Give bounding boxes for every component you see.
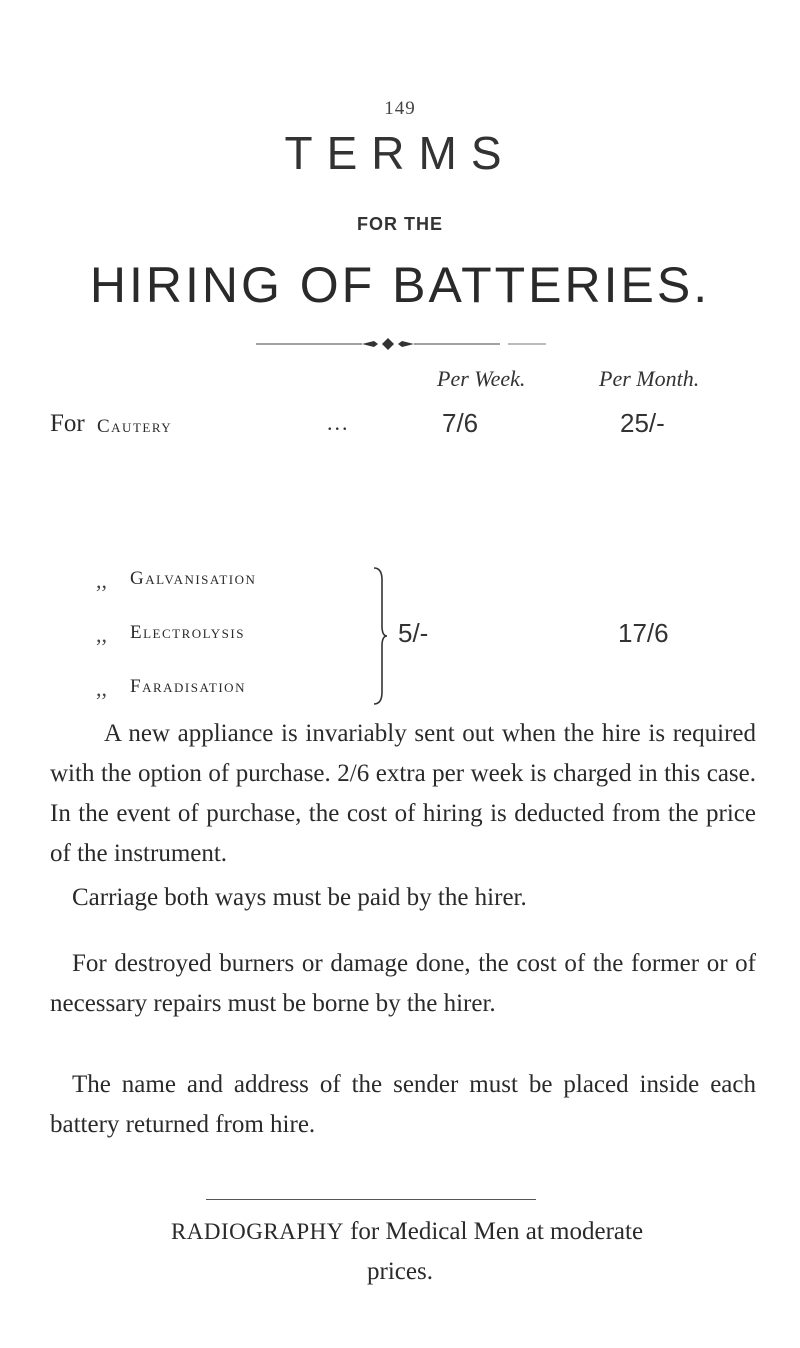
row-prefix-for: For xyxy=(50,410,85,437)
paragraph-damage: For destroyed burners or damage done, the cost of the former or of necessary repairs must be borne by the hirer. xyxy=(50,950,756,1017)
radiography-line xyxy=(0,1212,800,1252)
ornamental-divider xyxy=(256,336,546,352)
leader-dots: ... xyxy=(327,410,350,435)
price-cautery-month: 25/- xyxy=(620,408,665,438)
price-cautery-week: 7/6 xyxy=(442,408,479,438)
ditto-mark: ,, xyxy=(96,622,107,647)
paragraph-name-address: The name and address of the sender must be placed inside each battery returned from hire. xyxy=(50,1071,756,1138)
item-electrolysis: Electrolysis xyxy=(130,622,245,643)
price-group-week: 5/- xyxy=(398,618,429,648)
grouping-brace xyxy=(372,566,388,706)
radiography-text: for Medical Men at moderate xyxy=(350,1218,644,1245)
ditto-mark: ,, xyxy=(96,676,107,701)
item-faradisation: Faradisation xyxy=(130,676,246,697)
paragraph-carriage: Carriage both ways must be paid by the hirer. xyxy=(72,884,527,911)
divider-rule xyxy=(206,1199,536,1200)
page-number: 149 xyxy=(384,98,416,119)
radiography-line-2: prices. xyxy=(367,1258,433,1285)
price-group-month: 17/6 xyxy=(618,618,669,648)
header-per-week: Per Week. xyxy=(437,366,526,391)
title-for-the: FOR THE xyxy=(357,214,443,234)
title-terms: TERMS xyxy=(284,127,516,179)
paragraph-new-appliance: A new appliance is invariably sent out when the hire is required with the option of purchase. 2/6 extra per week is charged in this case. In the event of purchase, the cost of hiring is deducted from the price of the instrument. xyxy=(50,720,756,867)
item-galvanisation: Galvanisation xyxy=(130,568,257,589)
header-per-month: Per Month. xyxy=(599,366,700,391)
item-cautery: Cautery xyxy=(97,416,173,437)
ditto-mark: ,, xyxy=(96,568,107,593)
radiography-word: RADIOGRAPHY xyxy=(170,1219,344,1244)
page-title: HIRING OF BATTERIES. xyxy=(89,257,711,313)
